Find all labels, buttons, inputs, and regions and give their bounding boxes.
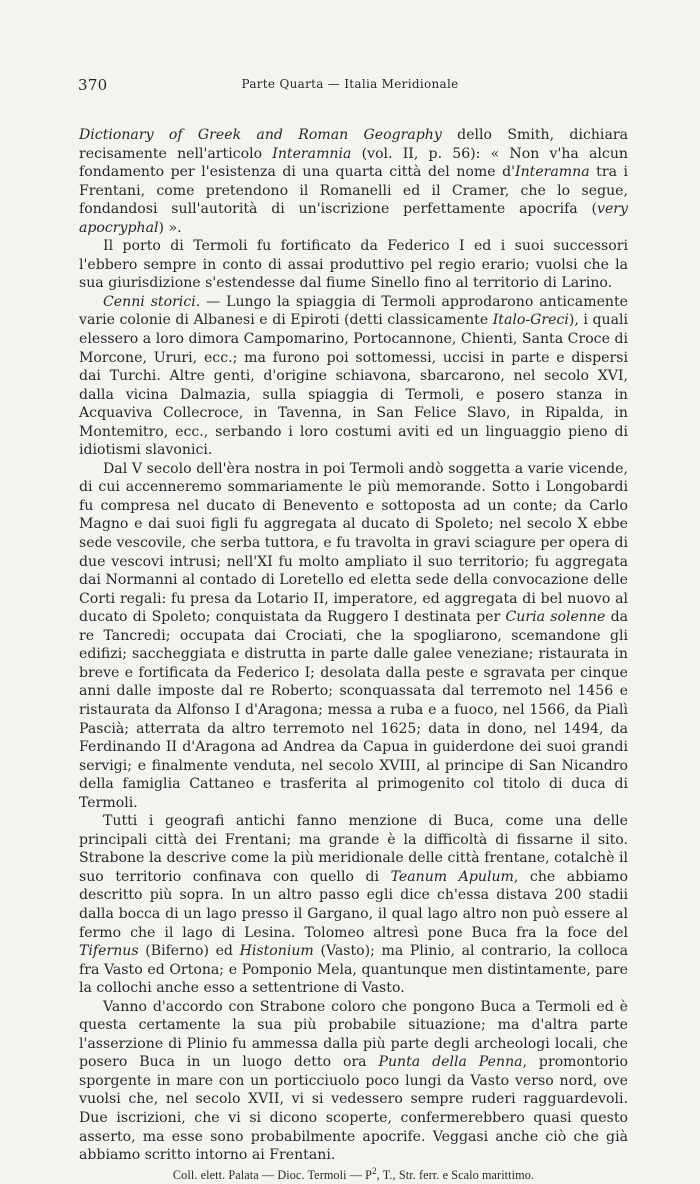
- text-run: (Biferno) ed: [138, 943, 240, 960]
- text-run: (vol. II, p. 56): « Non v'ha alcun fondamento per l'esistenza di una quarta città del nome d': [79, 145, 628, 181]
- running-title: Parte Quarta — Italia Meridionale: [241, 77, 459, 91]
- text-run: da re Tancredi; occupata dai Crociati, che la spogliarono, scemandone gli edifizi; saccheggiata e distrutta in parte dalle galee veneziane; ristaurata in breve e fortificata da Federico I; desolata dalla peste e sgravata per cinque anni dalle imposte dal re Roberto; sconquassata dal terremoto nel 1456 e ristaurata da Alfonso I d'Aragona; messa a ruba e a fuoco, nel 1566, da Pialì Pascià; atterrata da altro terremoto nel 1625; data in dono, nel 1494, da Ferdinando II d'Aragona ad Andrea da Capua in guiderdone dei suoi grandi servigi; e finalmente venduta, nel secolo XVIII, al principe di San Nicandro della famiglia Cattaneo e trasferita al primogenito col titolo di duca di Termoli.: [79, 609, 628, 811]
- text-run: Tutti i geografi antichi fanno menzione di Buca, come una delle principali città dei Frentani; ma grande è la difficoltà di fissarne il sito. Strabone la descrive come la più meridionale delle città frentane, cotalchè il suo territorio confinava con quello di: [79, 813, 628, 885]
- italic-text: Interamnia: [272, 145, 352, 162]
- footer-text: , T., Str. ferr. e Scalo marittimo.: [376, 1167, 535, 1182]
- text-run: tra i Frentani, come pretendono il Romanelli ed il Cramer, che lo segue, fondandosi sull'autorità di un'iscrizione perfettamente apocrifa (: [79, 164, 628, 218]
- page-footer-note: [79, 1166, 628, 1184]
- italic-text: Histonium: [239, 943, 314, 960]
- paragraph-2: Il porto di Termoli fu fortificato da Federico I ed i suoi successori l'ebbero sempre in conto di assai produttivo pel regio erario; vuolsi che la sua giurisdizione s'estendesse dal fiume Sinello fino al territorio di Larino.: [79, 238, 628, 292]
- footer-text: Coll. elett. Palata — Dioc. Termoli — P: [172, 1167, 373, 1182]
- italic-text: Tifernus: [79, 943, 139, 960]
- page-header: [78, 76, 622, 96]
- text-run: , che abbiamo descritto più sopra. In un altro passo egli dice ch'essa distava 200 stadii dalla bocca di un lago presso il Gargano, il qual lago altro non può essere al fermo che il lago di Lesina. Tolomeo altresì pone Buca fra la foce del: [79, 868, 628, 941]
- italic-text: Punta della Penna: [378, 1054, 523, 1071]
- text-run: ), i quali elessero a loro dimora Campomarino, Portocannone, Chienti, Santa Croce di Morcone, Ururi, ecc.; ma furono poi sottomessi, uccisi in parte e dispersi dai Turchi. Altre genti, d'origine schiavona, sbarcarono, nel secolo XVI, dalla vicina Dalmazia, sulla spiaggia di Termoli, e posero stanza in Acquaviva Collecroce, in Tavenna, in San Felice Slavo, in Ripalda, in Montemitro, ecc., serbando i loro costumi aviti ed un linguaggio pieno di idiotismi slavonici.: [79, 312, 628, 459]
- footer-superscript: 2: [372, 1165, 377, 1176]
- paragraph-5: [79, 812, 628, 997]
- paragraph-3: [79, 293, 628, 460]
- paragraph-1: [79, 126, 628, 237]
- text-run: (Vasto); ma Plinio, al contrario, la colloca fra Vasto ed Ortona; e Pomponio Mela, quantunque men distintamente, pare la collochi anche esso a settentrione di Vasto.: [79, 943, 628, 997]
- text-run: — Lungo la spiaggia di Termoli approdarono anticamente varie colonie di Albanesi e di Epiroti (detti classicamente: [79, 293, 628, 329]
- italic-text: Curia solenne: [505, 609, 606, 626]
- paragraph-4: [79, 460, 628, 812]
- italic-text: Interamna: [515, 164, 590, 181]
- page-body: [79, 126, 628, 1184]
- text-run: Vanno d'accordo con Strabone coloro che pongono Buca a Termoli ed è questa certamente la sua più probabile situazione; ma d'altra parte l'asserzione di Plinio fu ammessa dalla più parte degli archeologi locali, che posero Buca in un luogo detto ora: [79, 998, 628, 1071]
- paragraph-6: [79, 998, 628, 1165]
- italic-text: very apocryphal: [79, 201, 628, 236]
- italic-text: Italo-Greci: [492, 312, 569, 329]
- text-run: Dal V secolo dell'èra nostra in poi Termoli andò soggetta a varie vicende, di cui accenneremo sommariamente le più memorande. Sotto i Longobardi fu compresa nel ducato di Benevento e sottoposta ad un conte; da Carlo Magno e dai suoi figli fu aggregata al ducato di Spoleto; nel secolo X ebbe sede vescovile, che serba tuttora, e fu travolta in gravi sciagure per opera di due vescovi intrusi; nell'XI fu molto ampliato il suo territorio; fu aggregata dai Normanni al contado di Loretello ed eletta sede della convocazione delle Corti regali: fu presa da Lotario II, imperatore, ed aggregata di bel nuovo al ducato di Spoleto; conquistata da Ruggero I destinata per: [79, 460, 628, 626]
- italic-text: Teanum Apulum: [390, 868, 514, 885]
- page-number: 370: [78, 76, 108, 94]
- text-run: , promontorio sporgente in mare con un porticciuolo poco lungi da Vasto verso nord, ove vuolsi che, nel secolo XVII, vi si vedessero sempre ruderi ragguardevoli. Due iscrizioni, che vi si dicono scoperte, confermerebbero quasi questo asserto, ma esse sono probabilmente apocrife. Veggasi anche ciò che già abbiamo scritto intorno ai Frentani.: [79, 1054, 628, 1164]
- text-run: dello Smith, dichiara recisamente nell'articolo: [79, 127, 628, 162]
- text-run: ) ».: [158, 219, 182, 236]
- section-heading: Cenni storici.: [103, 293, 201, 310]
- italic-text: Dictionary of Greek and Roman Geography: [79, 127, 442, 143]
